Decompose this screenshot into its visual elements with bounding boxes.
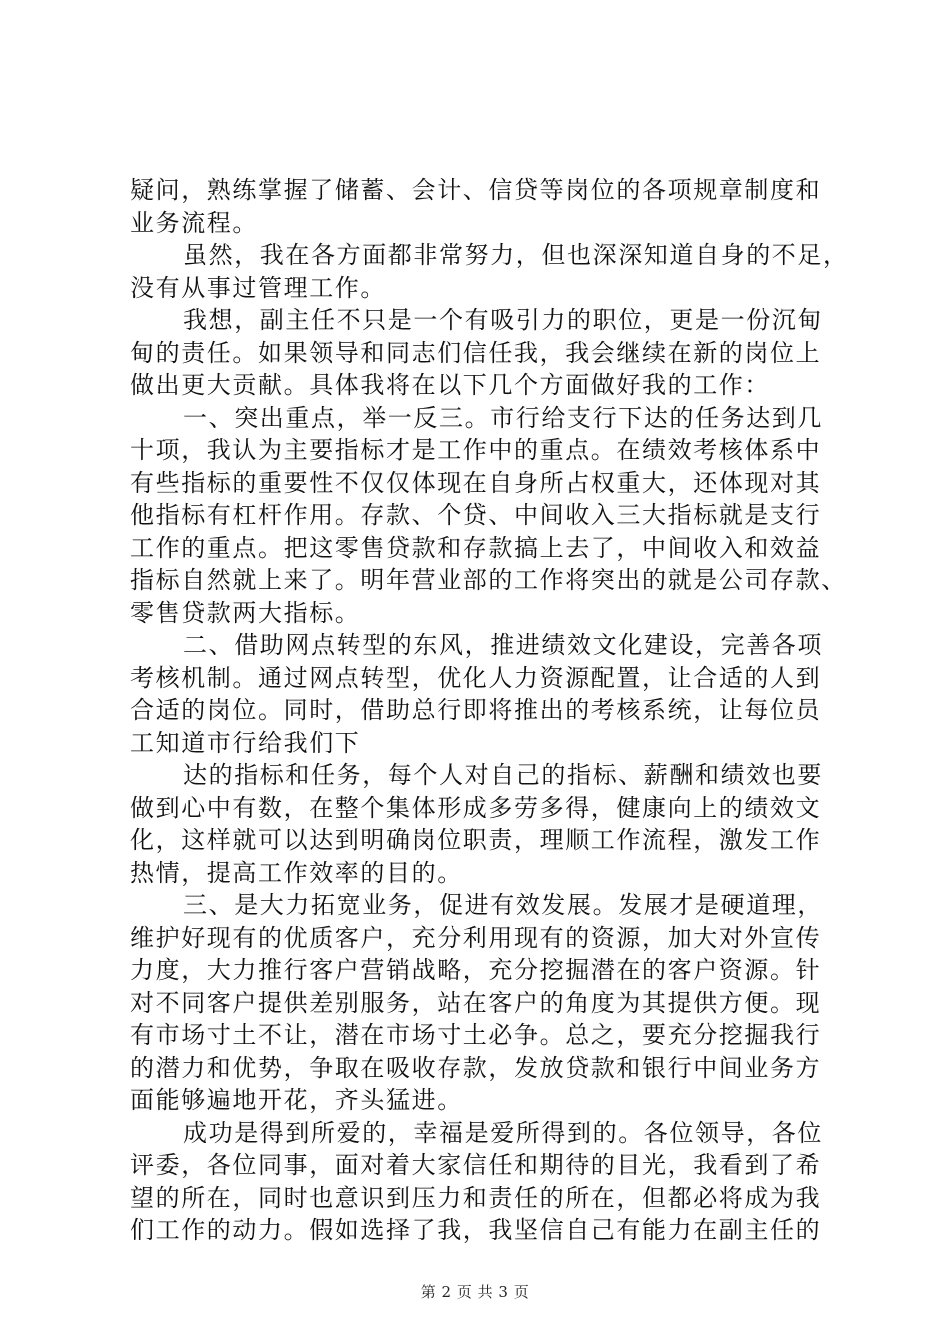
text-line: 工知道市行给我们下 [130, 728, 361, 757]
document-body [130, 174, 849, 1247]
text-line: 合适的岗位。同时，借助总行即将推出的考核系统，让每位员 [130, 696, 822, 724]
text-line: 甸的责任。如果领导和同志们信任我，我会继续在新的岗位上 [130, 338, 822, 367]
text-line: 工作的重点。把这零售贷款和存款搞上去了，中间收入和效益 [130, 533, 822, 562]
text-line: 他指标有杠杆作用。存款、个贷、中间收入三大指标就是支行 [130, 501, 822, 529]
paragraph-start-line: 我想，副主任不只是一个有吸引力的职位，更是一份沉甸 [183, 306, 823, 334]
text-line: 面能够遍地开花，齐头猛进。 [130, 1086, 463, 1114]
text-line: 疑问，熟练掌握了储蓄、会计、信贷等岗位的各项规章制度和 [130, 176, 822, 204]
text-line: 热情，提高工作效率的目的。 [130, 858, 463, 887]
text-line: 指标自然就上来了。明年营业部的工作将突出的就是公司存款、 [130, 566, 847, 594]
text-line: 维护好现有的优质客户，充分利用现有的资源，加大对外宣传 [130, 923, 822, 952]
text-line: 化，这样就可以达到明确岗位职责，理顺工作流程，激发工作 [130, 826, 822, 854]
paragraph-start-line: 成功是得到所爱的，幸福是爱所得到的。各位领导，各位 [183, 1118, 823, 1147]
text-line: 评委，各位同事，面对着大家信任和期待的目光，我看到了希 [130, 1151, 822, 1179]
paragraph-start-line: 虽然，我在各方面都非常努力，但也深深知道自身的不足， [183, 241, 849, 269]
text-line: 十项，我认为主要指标才是工作中的重点。在绩效考核体系中 [130, 436, 822, 464]
text-line: 望的所在，同时也意识到压力和责任的所在，但都必将成为我 [130, 1183, 822, 1212]
text-line: 有市场寸土不让，潜在市场寸土必争。总之，要充分挖掘我行 [130, 1021, 822, 1049]
paragraph-start-line: 达的指标和任务，每个人对自己的指标、薪酬和绩效也要 [183, 761, 823, 789]
text-line: 的潜力和优势，争取在吸收存款，发放贷款和银行中间业务方 [130, 1053, 822, 1082]
text-line: 做到心中有数，在整个集体形成多劳多得，健康向上的绩效文 [130, 793, 822, 822]
text-line: 力度，大力推行客户营销战略，充分挖掘潜在的客户资源。针 [130, 956, 822, 984]
text-line: 业务流程。 [130, 208, 258, 237]
page-number-footer: 第 2 页 共 3 页 [420, 1283, 530, 1301]
text-line: 零售贷款两大指标。 [130, 598, 361, 627]
paragraph-start-line: 三、是大力拓宽业务，促进有效发展。发展才是硬道理， [183, 891, 823, 919]
text-line: 没有从事过管理工作。 [130, 273, 386, 302]
text-line: 对不同客户提供差别服务，站在客户的角度为其提供方便。现 [130, 988, 822, 1017]
text-line: 考核机制。通过网点转型，优化人力资源配置，让合适的人到 [130, 663, 822, 692]
paragraph-start-line: 一、突出重点，举一反三。市行给支行下达的任务达到几 [183, 403, 823, 432]
paragraph-start-line: 二、借助网点转型的东风，推进绩效文化建设，完善各项 [183, 631, 823, 659]
text-line: 有些指标的重要性不仅仅体现在自身所占权重大，还体现对其 [130, 468, 822, 497]
text-line: 们工作的动力。假如选择了我，我坚信自己有能力在副主任的 [130, 1216, 822, 1244]
text-line: 做出更大贡献。具体我将在以下几个方面做好我的工作： [130, 371, 770, 399]
